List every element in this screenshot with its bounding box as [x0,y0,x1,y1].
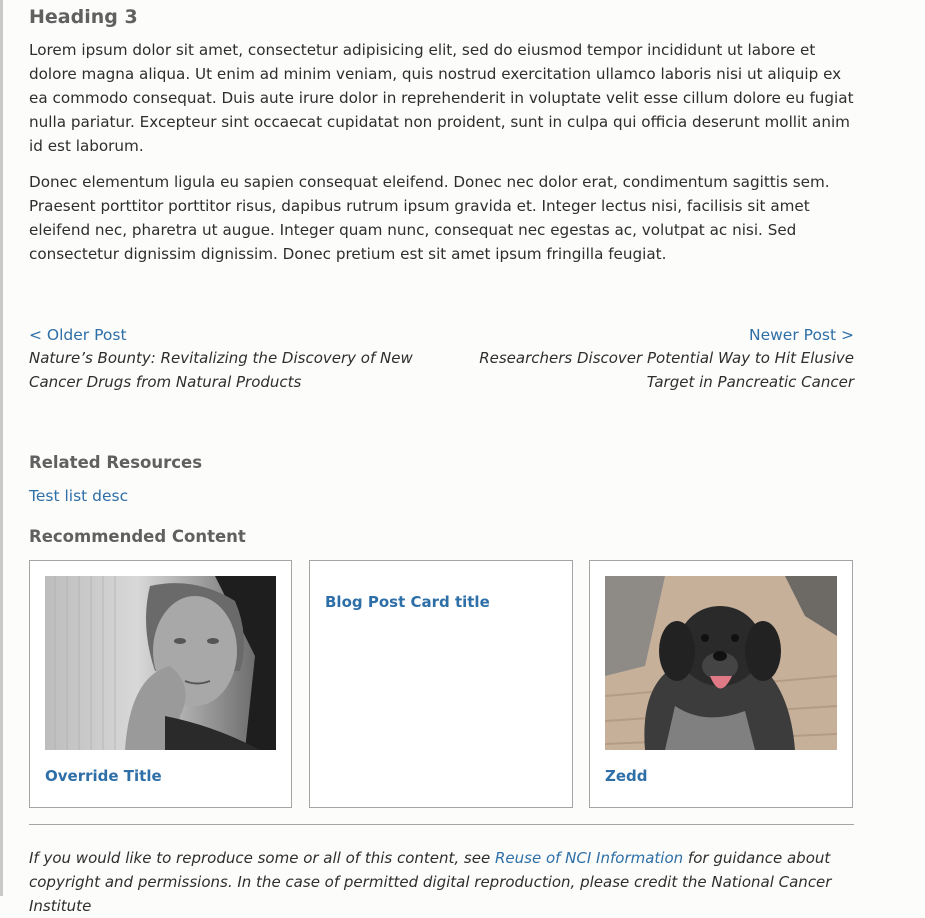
newer-post-title: Researchers Discover Potential Way to Hit Elusive Target in Pancreatic Cancer [479,349,854,391]
card-title[interactable]: Zedd [605,767,648,785]
newer-post-link[interactable]: Newer Post > [749,326,854,344]
card-override-title[interactable] [29,560,292,808]
older-post-title: Nature’s Bounty: Revitalizing the Discovery of New Cancer Drugs from Natural Products [29,349,413,391]
recommended-cards [29,560,854,808]
card-title[interactable]: Override Title [45,767,162,785]
article-content [29,0,854,915]
related-resource-link[interactable]: Test list desc [29,487,129,505]
recommended-content-title: Recommended Content [29,527,246,546]
post-navigation [29,324,854,396]
section-heading: Heading 3 [29,6,138,28]
card-title[interactable]: Blog Post Card title [325,593,490,611]
reuse-link[interactable]: Reuse of NCI Information [494,849,684,867]
reuse-note-text-end: for guidance about copyright and permissions. In the case of permitted digital reproduction, please credit the National Cancer Institute [29,849,832,915]
paragraph-1: Lorem ipsum dolor sit amet, consectetur adipisicing elit, sed do eiusmod tempor incididunt ut labore et dolore magna aliqua. Ut enim ad minim veniam, quis nostrud exercitation ullamco laboris nisi ut aliquip ex ea commodo consequat. Duis aute irure dolor in reprehenderit in voluptate velit esse cillum dolore eu fugiat nulla pariatur. Excepteur sint occaecat cupidatat non proident, sunt in culpa qui officia deserunt mollit anim id est laborum. [29,41,854,155]
elderly-woman-photo[interactable] [45,576,276,750]
related-resources-title: Related Resources [29,453,203,472]
left-border [0,0,3,896]
older-post [29,324,439,394]
card-zedd[interactable] [589,560,853,808]
reuse-note [29,846,854,918]
dog-photo[interactable] [605,576,837,750]
paragraph-2: Donec elementum ligula eu sapien consequat eleifend. Donec nec dolor erat, condimentum sagittis sem. Praesent porttitor porttitor risus, dapibus rutrum ipsum gravida et. Integer lectus nisi, facilisis sit amet eleifend nec, pharetra ut augue. Integer quam nunc, consequat nec egestas ac, volutpat ac nisi. Sed consectetur dignissim dignissim. Donec pretium est sit amet ipsum fringilla feugiat. [29,173,830,263]
card-blog-post[interactable] [309,560,573,808]
newer-post [444,324,854,394]
older-post-link[interactable]: < Older Post [29,326,127,344]
reuse-note-text: If you would like to reproduce some or all of this content, see [29,849,495,867]
divider [29,824,854,825]
